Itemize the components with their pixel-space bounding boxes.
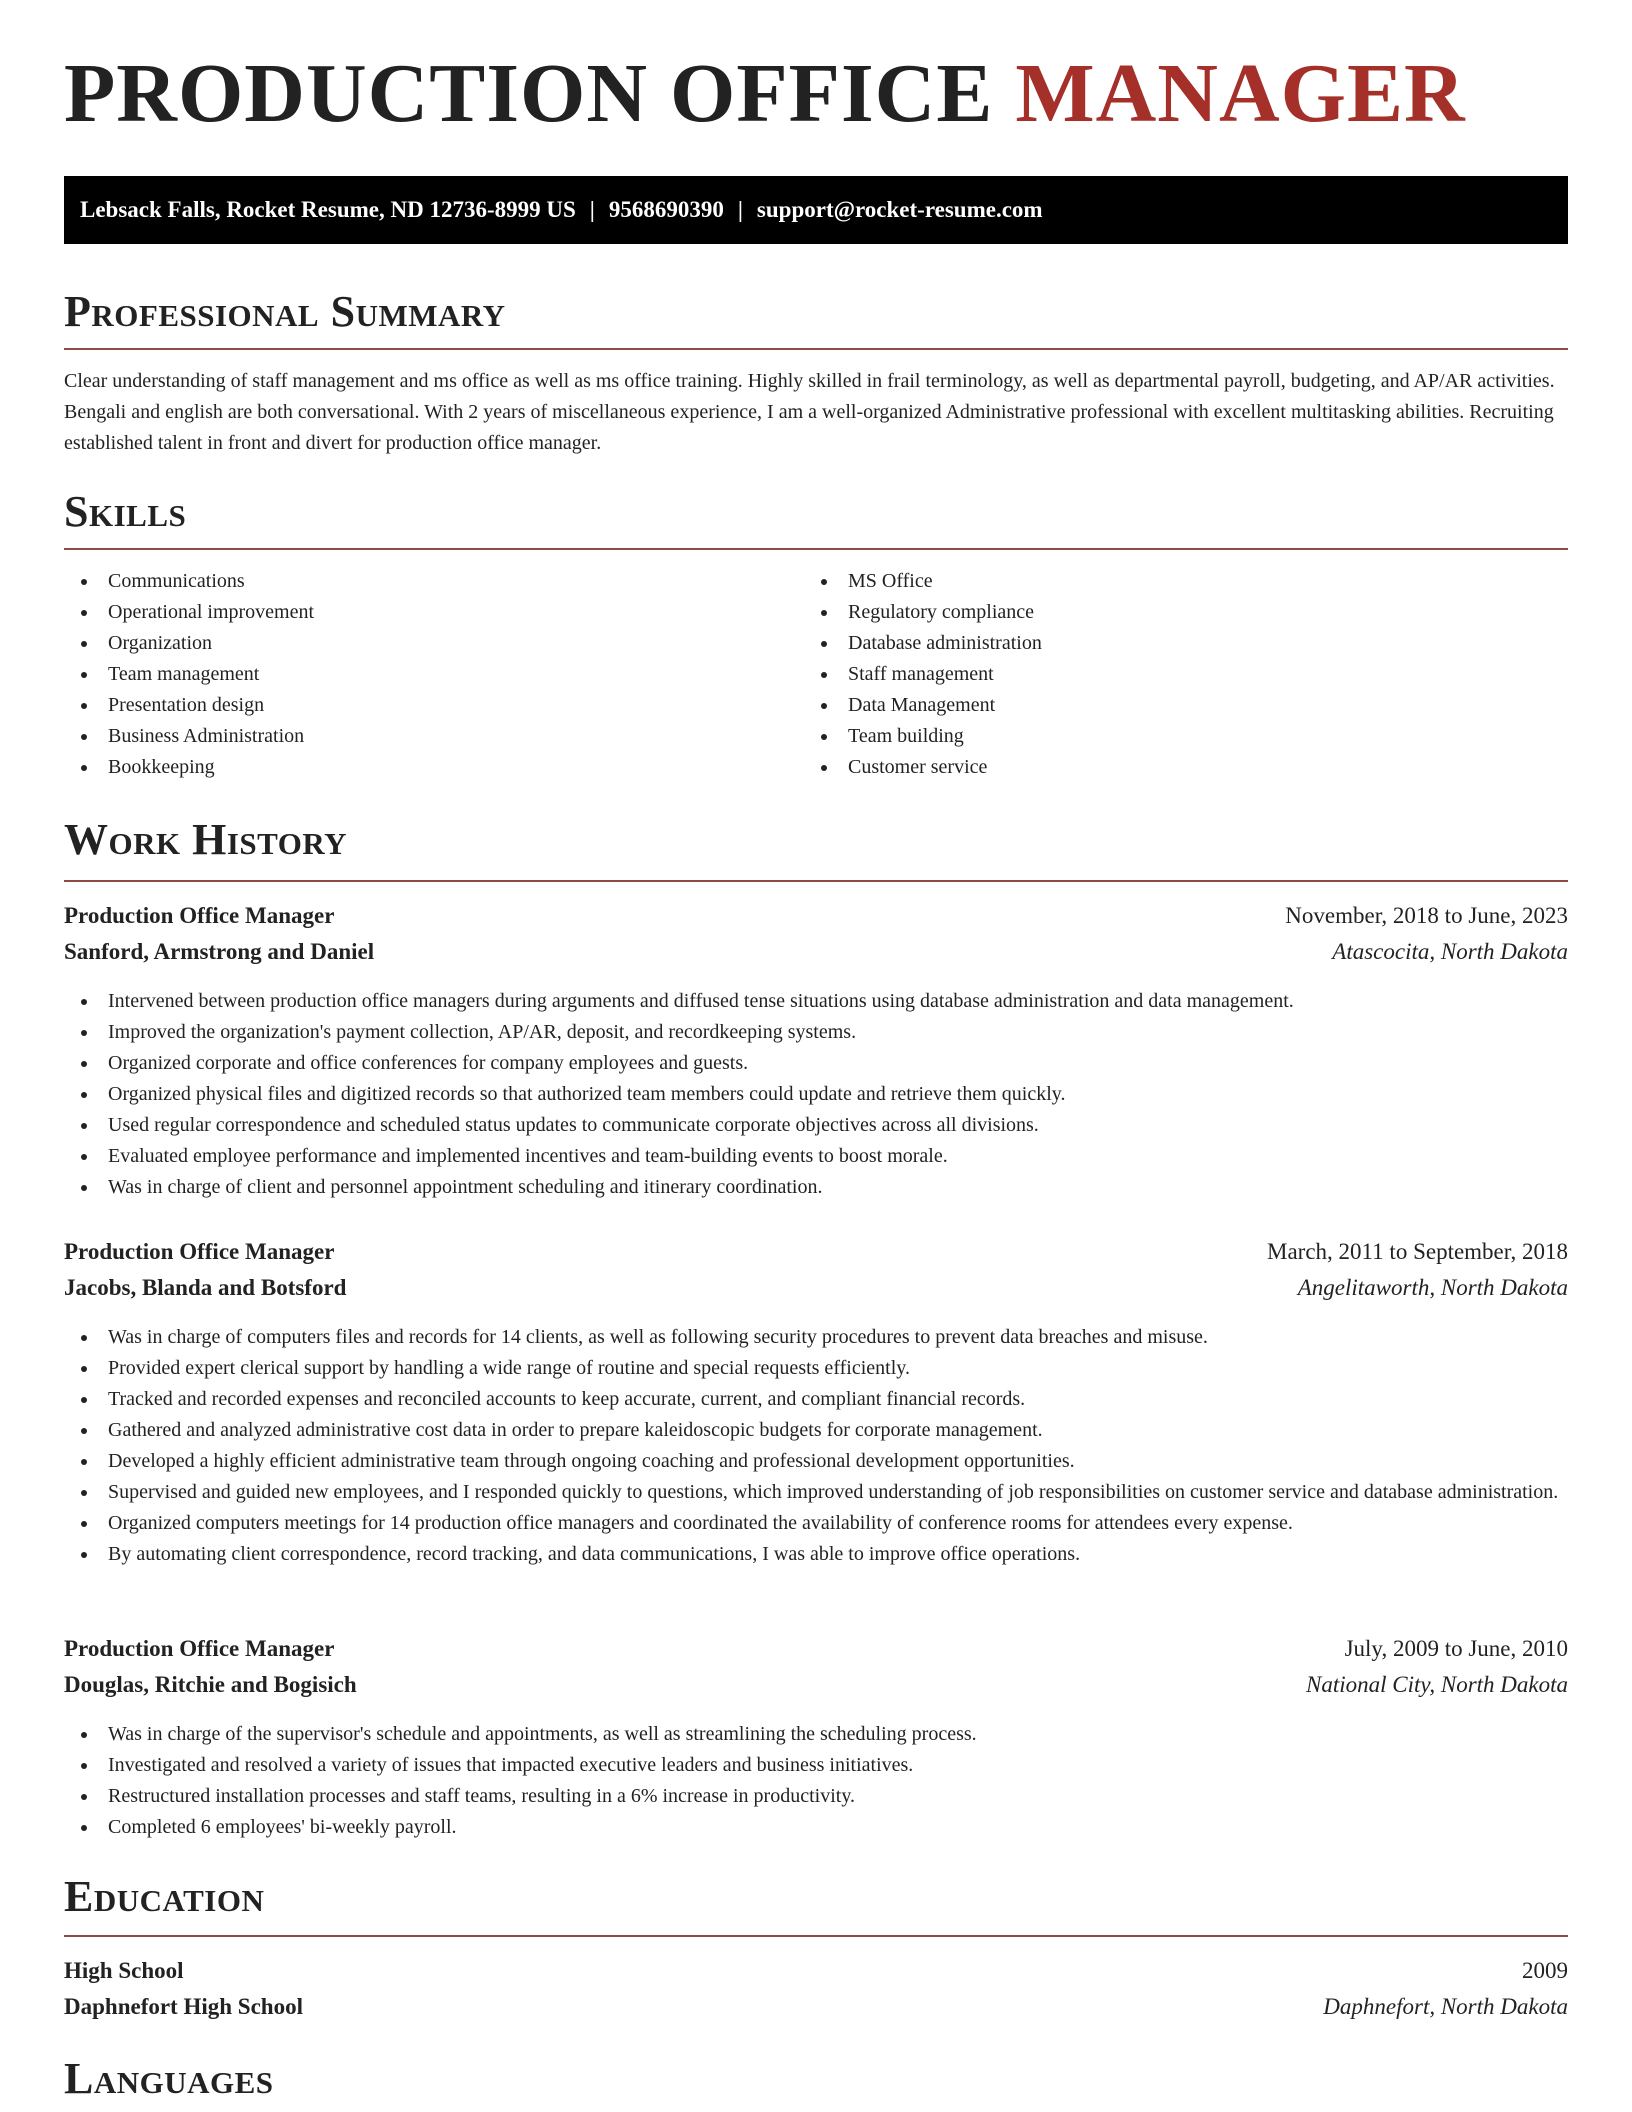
skills-list-left [64,566,804,783]
section-divider [64,548,1568,550]
job-title: Production Office Manager [64,903,335,928]
job-dates: November, 2018 to June, 2023 [1285,903,1568,928]
duty-item: Completed 6 employees' bi-weekly payroll. [64,1812,1568,1843]
duty-item: Was in charge of client and personnel appointment scheduling and itinerary coordination. [64,1172,1568,1203]
education-heading: Education [64,1872,265,1921]
skill-item: Bookkeeping [64,752,804,783]
summary-heading: Professional Summary [64,287,506,336]
company-name: Douglas, Ritchie and Bogisich [64,1672,357,1697]
skill-item: Team building [804,721,1544,752]
duty-item: Developed a highly efficient administrative team through ongoing coaching and professional development opportunities. [64,1446,1568,1477]
duty-item: Organized corporate and office conferences for company employees and guests. [64,1048,1568,1079]
job-employer [64,1273,1568,1303]
skill-item: Presentation design [64,690,804,721]
contact-bar [64,176,1568,244]
phone: 9568690390 [608,197,724,222]
duty-item: Gathered and analyzed administrative cost data in order to prepare kaleidoscopic budgets for corporate management. [64,1415,1568,1446]
job-employer [64,1670,1568,1700]
section-divider [64,1935,1568,1937]
job-dates: March, 2011 to September, 2018 [1267,1239,1568,1264]
duty-item: Used regular correspondence and scheduled status updates to communicate corporate objectives across all divisions. [64,1110,1568,1141]
duty-item: Intervened between production office managers during arguments and diffused tense situations using database administration and data management. [64,986,1568,1017]
section-divider [64,348,1568,350]
skill-item: MS Office [804,566,1544,597]
duty-item: Was in charge of the supervisor's schedule and appointments, as well as streamlining the scheduling process. [64,1719,1568,1750]
duty-item: Restructured installation processes and staff teams, resulting in a 6% increase in productivity. [64,1781,1568,1812]
email: support@rocket-resume.com [756,197,1043,222]
duty-item: Organized computers meetings for 14 production office managers and coordinated the availability of conference rooms for attendees every expense. [64,1508,1568,1539]
skill-item: Team management [64,659,804,690]
duty-item: By automating client correspondence, record tracking, and data communications, I was able to improve office operations. [64,1539,1568,1570]
company-name: Sanford, Armstrong and Daniel [64,939,375,964]
graduation-year: 2009 [1522,1958,1568,1983]
job-duties [64,1719,1568,1843]
job-location: Angelitaworth, North Dakota [1297,1275,1568,1300]
skill-item: Organization [64,628,804,659]
work-history-heading: Work History [64,815,348,864]
section-divider [64,880,1568,882]
degree: High School [64,1958,184,1983]
separator: | [589,197,595,222]
summary-text: Clear understanding of staff management and ms office as well as ms office training. Highly skilled in frail terminology, as well as departmental payroll, budgeting, and AP/AR activities. Bengali and english are both conversational. With 2 years of miscellaneous experience, I am a well-organized Administrative professional with excellent multitasking abilities. Recruiting established talent in front and divert for production office manager. [64,370,1555,454]
duty-item: Was in charge of computers files and records for 14 clients, as well as following security procedures to prevent data breaches and misuse. [64,1322,1568,1353]
skill-item: Communications [64,566,804,597]
school-location: Daphnefort, North Dakota [1323,1994,1568,2019]
address: Lebsack Falls, Rocket Resume, ND 12736-8999 US [80,197,576,222]
name-part2: MANAGER [1015,47,1466,140]
duty-item: Provided expert clerical support by handling a wide range of routine and special requests efficiently. [64,1353,1568,1384]
company-name: Jacobs, Blanda and Botsford [64,1275,347,1300]
duty-item: Improved the organization's payment collection, AP/AR, deposit, and recordkeeping systems. [64,1017,1568,1048]
languages-heading: Languages [64,2054,274,2103]
job-header [64,1237,1568,1267]
school-name: Daphnefort High School [64,1994,303,2019]
duty-item: Tracked and recorded expenses and reconciled accounts to keep accurate, current, and compliant financial records. [64,1384,1568,1415]
education-school [64,1992,1568,2022]
job-dates: July, 2009 to June, 2010 [1344,1636,1568,1661]
job-duties [64,986,1568,1203]
skill-item: Regulatory compliance [804,597,1544,628]
separator: | [737,197,743,222]
job-header [64,901,1568,931]
skill-item: Data Management [804,690,1544,721]
skill-item: Business Administration [64,721,804,752]
skill-item: Database administration [804,628,1544,659]
skills-list-right [804,566,1544,783]
job-location: National City, North Dakota [1306,1672,1568,1697]
job-location: Atascocita, North Dakota [1332,939,1568,964]
name-part1: PRODUCTION OFFICE [64,47,994,140]
duty-item: Evaluated employee performance and implemented incentives and team-building events to boost morale. [64,1141,1568,1172]
candidate-name [64,47,1466,140]
duty-item: Investigated and resolved a variety of issues that impacted executive leaders and business initiatives. [64,1750,1568,1781]
skill-item: Customer service [804,752,1544,783]
job-duties [64,1322,1568,1570]
skills-heading: Skills [64,487,187,536]
job-header [64,1634,1568,1664]
duty-item: Supervised and guided new employees, and I responded quickly to questions, which improved understanding of job responsibilities on customer service and database administration. [64,1477,1568,1508]
job-title: Production Office Manager [64,1239,335,1264]
skill-item: Staff management [804,659,1544,690]
duty-item: Organized physical files and digitized records so that authorized team members could update and retrieve them quickly. [64,1079,1568,1110]
job-title: Production Office Manager [64,1636,335,1661]
education-header [64,1956,1568,1986]
job-employer [64,937,1568,967]
skill-item: Operational improvement [64,597,804,628]
